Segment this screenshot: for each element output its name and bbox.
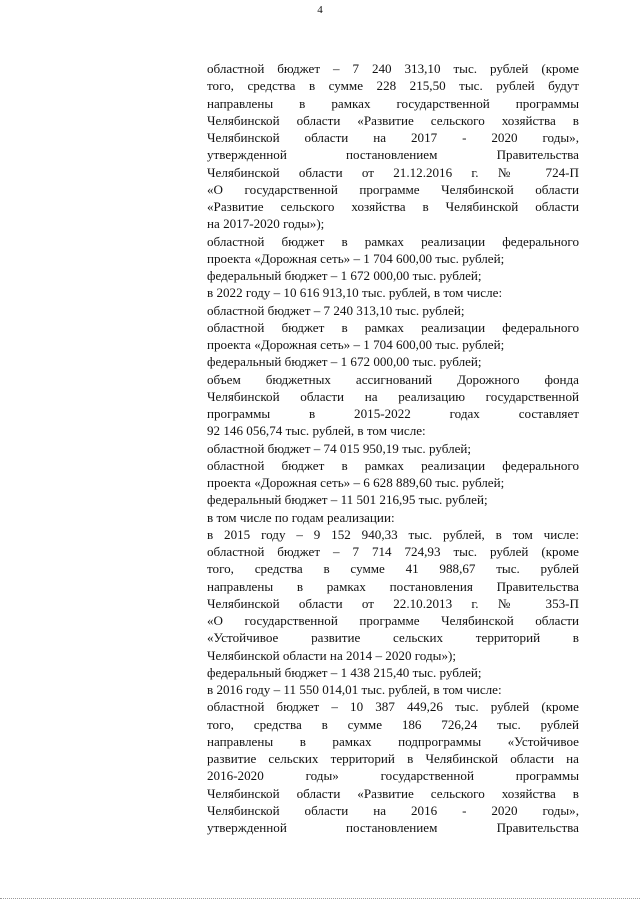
text-line: Челябинской области на 2017 - 2020 годы», <box>207 130 579 145</box>
text-line: объем бюджетных ассигнований Дорожного фонда <box>207 371 579 387</box>
text-line: Челябинской области на 2016 - 2020 годы», <box>207 802 579 818</box>
text-line: программы в 2015-2022 годах составляет <box>207 406 579 421</box>
text-line: «О государственной программе Челябинской области <box>207 613 579 628</box>
text-line: областной бюджет – 74 015 950,19 тыс. рублей; <box>207 440 472 456</box>
text-line: областной бюджет в рамках реализации федерального <box>207 233 579 249</box>
text-line: «О государственной программе Челябинской области <box>207 181 579 197</box>
text-line: того, средства в сумме 228 215,50 тыс. рублей будут <box>207 78 579 94</box>
footer-divider <box>0 898 640 899</box>
text-line: на 2017-2020 годы»); <box>207 216 325 232</box>
text-line: в 2022 году – 10 616 913,10 тыс. рублей, в том числе: <box>207 285 503 301</box>
text-line: «Развитие сельского хозяйства в Челябинской области <box>207 199 579 214</box>
text-line: областной бюджет в рамках реализации федерального <box>207 457 579 473</box>
text-line: областной бюджет – 7 240 313,10 тыс. рублей; <box>207 302 465 318</box>
text-line: проекта «Дорожная сеть» – 1 704 600,00 тыс. рублей; <box>207 250 505 266</box>
text-line: направлены в рамках государственной программы <box>207 95 579 111</box>
text-line: федеральный бюджет – 1 672 000,00 тыс. рублей; <box>207 354 482 370</box>
text-line: 92 146 056,74 тыс. рублей, в том числе: <box>207 423 426 439</box>
text-line: областной бюджет – 10 387 449,26 тыс. рублей (кроме <box>207 699 579 715</box>
text-line: проекта «Дорожная сеть» – 1 704 600,00 тыс. рублей; <box>207 337 505 352</box>
text-line: утвержденной постановлением Правительства <box>207 820 579 835</box>
text-line: в том числе по годам реализации: <box>207 509 395 525</box>
text-line: федеральный бюджет – 1 672 000,00 тыс. рублей; <box>207 268 482 283</box>
text-line: в 2016 году – 11 550 014,01 тыс. рублей, в том числе: <box>207 682 502 697</box>
text-line: развитие сельских территорий в Челябинской области на <box>207 751 579 766</box>
text-line: Челябинской области на 2014 – 2020 годы»); <box>207 647 456 663</box>
text-line: Челябинской области «Развитие сельского хозяйства в <box>207 785 579 801</box>
text-line: Челябинской области от 21.12.2016 г. № 724-П <box>207 164 579 180</box>
text-line: того, средства в сумме 186 726,24 тыс. рублей <box>207 716 579 732</box>
text-line: 2016-2020 годы» государственной программы <box>207 768 579 784</box>
text-line: направлены в рамках подпрограммы «Устойчивое <box>207 733 579 749</box>
text-line: областной бюджет – 7 714 724,93 тыс. рублей (кроме <box>207 544 579 559</box>
text-line: Челябинской области от 22.10.2013 г. № 353-П <box>207 595 579 611</box>
document-body <box>207 60 579 836</box>
text-line: областной бюджет – 7 240 313,10 тыс. рублей (кроме <box>207 61 579 76</box>
text-line: «Устойчивое развитие сельских территорий в <box>207 630 579 646</box>
text-line: Челябинской области «Развитие сельского хозяйства в <box>207 112 579 128</box>
text-line: федеральный бюджет – 11 501 216,95 тыс. рублей; <box>207 492 488 508</box>
text-line: утвержденной постановлением Правительства <box>207 147 579 163</box>
text-line: проекта «Дорожная сеть» – 6 628 889,60 тыс. рублей; <box>207 475 505 490</box>
text-line: Челябинской области на реализацию государственной <box>207 388 579 404</box>
text-line: федеральный бюджет – 1 438 215,40 тыс. рублей; <box>207 664 482 680</box>
text-line: того, средства в сумме 41 988,67 тыс. рублей <box>207 561 579 577</box>
text-line: направлены в рамках постановления Правительства <box>207 578 579 594</box>
page-number: 4 <box>317 4 323 16</box>
text-line: областной бюджет в рамках реализации федерального <box>207 319 579 335</box>
text-line: в 2015 году – 9 152 940,33 тыс. рублей, в том числе: <box>207 526 579 542</box>
